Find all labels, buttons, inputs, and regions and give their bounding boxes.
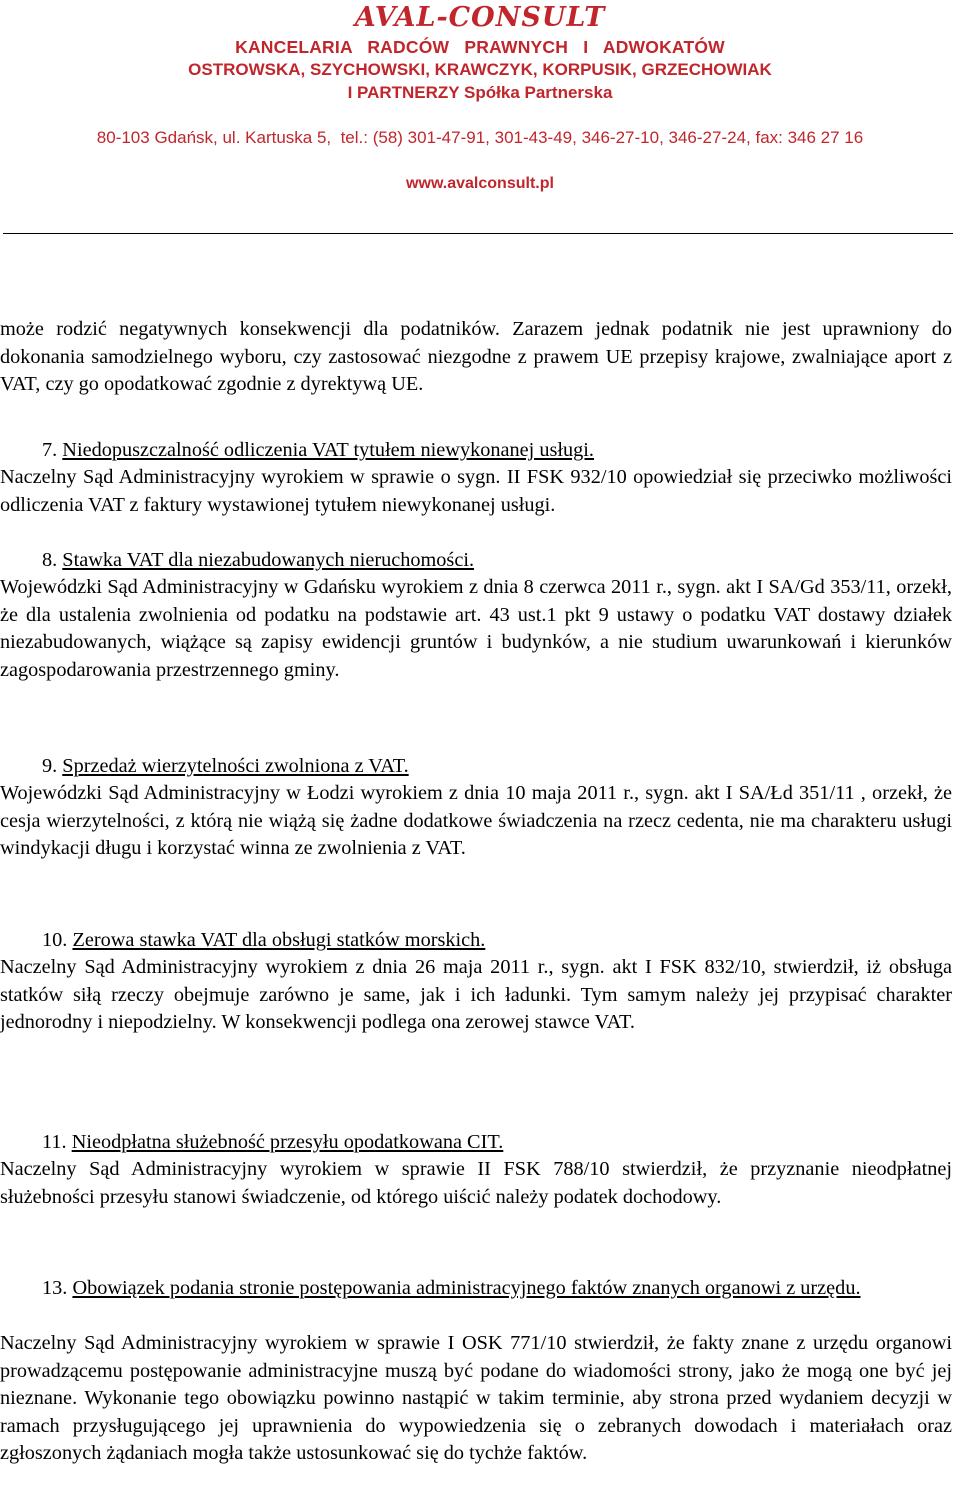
firm-name-line-2: OSTROWSKA, SZYCHOWSKI, KRAWCZYK, KORPUSIK, GRZECHOWIAK <box>188 60 772 79</box>
section-number: 7. <box>42 439 58 461</box>
intro-text: może rodzić negatywnych konsekwencji dla podatników. Zarazem jednak podatnik nie jest uprawniony do dokonania samodzielnego wyboru, czy zastosować niezgodne z prawem UE przepisy krajowe, zwalniające aport z VAT, czy go opodatkować zgodnie z dyrektywą UE. <box>0 318 952 396</box>
section-11-heading <box>0 1129 952 1157</box>
section-number: 10. <box>42 929 68 951</box>
section-text: Wojewódzki Sąd Administracyjny w Gdańsku wyrokiem z dnia 8 czerwca 2011 r., sygn. akt I SA/Gd 353/11, orzekł, że dla ustalenia zwolnienia od podatku na podstawie art. 43 ust.1 pkt 9 ustawy o podatku VAT dostawy działek niezabudowanych, wiążące są zapisy ewidencji gruntów i budynków, a nie studium uwarunkowań i kierunków zagospodarowania przestrzennego gminy. <box>0 576 952 681</box>
section-title: Niedopuszczalność odliczenia VAT tytułem niewykonanej usługi. <box>62 439 595 461</box>
section-8-heading <box>0 547 952 575</box>
section-10-body <box>0 954 952 1037</box>
section-9-heading <box>0 753 952 781</box>
section-number: 8. <box>42 549 58 571</box>
firm-name-line-1: KANCELARIA RADCÓW PRAWNYCH I ADWOKATÓW <box>235 37 725 57</box>
section-text: Naczelny Sąd Administracyjny wyrokiem z dnia 26 maja 2011 r., sygn. akt I FSK 832/10, stwierdził, iż obsługa statków siłą rzeczy obejmuje zarówno je same, jak i ich ładunki. Tym samym należy jej przypisać charakter jednorodny i niepodzielny. W konsekwencji podlega ona zerowej stawce VAT. <box>0 956 952 1034</box>
section-text: Wojewódzki Sąd Administracyjny w Łodzi wyrokiem z dnia 10 maja 2011 r., sygn. akt I SA/Łd 351/11 , orzekł, że cesja wierzytelności, z którą nie wiążą się żadne dodatkowe świadczenia na rzecz cedenta, nie ma charakteru usługi windykacji długu i korzystać winna ze zwolnienia z VAT. <box>0 782 952 860</box>
firm-address: 80-103 Gdańsk, ul. Kartuska 5, tel.: (58) 301-47-91, 301-43-49, 346-27-10, 346-27-24, fax: 346 27 16 <box>96 128 864 147</box>
section-number: 13. <box>42 1277 68 1299</box>
section-13-body <box>0 1330 952 1468</box>
section-7-body <box>0 464 952 519</box>
section-text: Naczelny Sąd Administracyjny wyrokiem w sprawie II FSK 788/10 stwierdził, że przyznanie nieodpłatnej służebności przesyłu stanowi świadczenie, od którego uiścić należy podatek dochodowy. <box>0 1158 952 1208</box>
section-title: Sprzedaż wierzytelności zwolniona z VAT. <box>62 755 409 777</box>
section-13-heading <box>0 1275 952 1303</box>
intro-paragraph <box>0 316 952 399</box>
section-9-body <box>0 780 952 863</box>
section-number: 9. <box>42 755 58 777</box>
section-text: Naczelny Sąd Administracyjny wyrokiem w sprawie I OSK 771/10 stwierdził, że fakty znane z urzędu organowi prowadzącemu postępowanie administracyjne muszą być podane do wiadomości strony, jako że mogą one być jej nieznane. Wykonanie tego obowiązku powinno nastąpić w takim terminie, aby strona przed wydaniem decyzji w ramach przysługującego jej uprawnienia do wypowiedzenia się o zebranych dowodach i materiałach oraz zgłoszonych żądaniach mogła także ustosunkować się do tychże faktów. <box>0 1332 952 1465</box>
header-divider <box>3 233 953 234</box>
section-title: Nieodpłatna służebność przesyłu opodatkowana CIT. <box>71 1131 504 1153</box>
section-10-heading <box>0 927 952 955</box>
section-8-body <box>0 574 952 684</box>
section-title: Stawka VAT dla niezabudowanych nieruchomości. <box>62 549 475 571</box>
section-11-body <box>0 1156 952 1211</box>
section-title: Obowiązek podania stronie postępowania administracyjnego faktów znanych organowi z urzędu. <box>72 1277 861 1299</box>
section-7-heading <box>0 437 952 465</box>
firm-name-line-3: I PARTNERZY Spółka Partnerska <box>347 83 613 102</box>
firm-logo: AVAL-CONSULT <box>354 2 606 33</box>
section-number: 11. <box>42 1131 67 1153</box>
section-text: Naczelny Sąd Administracyjny wyrokiem w sprawie o sygn. II FSK 932/10 opowiedział się przeciwko możliwości odliczenia VAT z faktury wystawionej tytułem niewykonanej usługi. <box>0 466 952 516</box>
firm-website: www.avalconsult.pl <box>406 175 554 192</box>
section-title: Zerowa stawka VAT dla obsługi statków morskich. <box>72 929 486 951</box>
